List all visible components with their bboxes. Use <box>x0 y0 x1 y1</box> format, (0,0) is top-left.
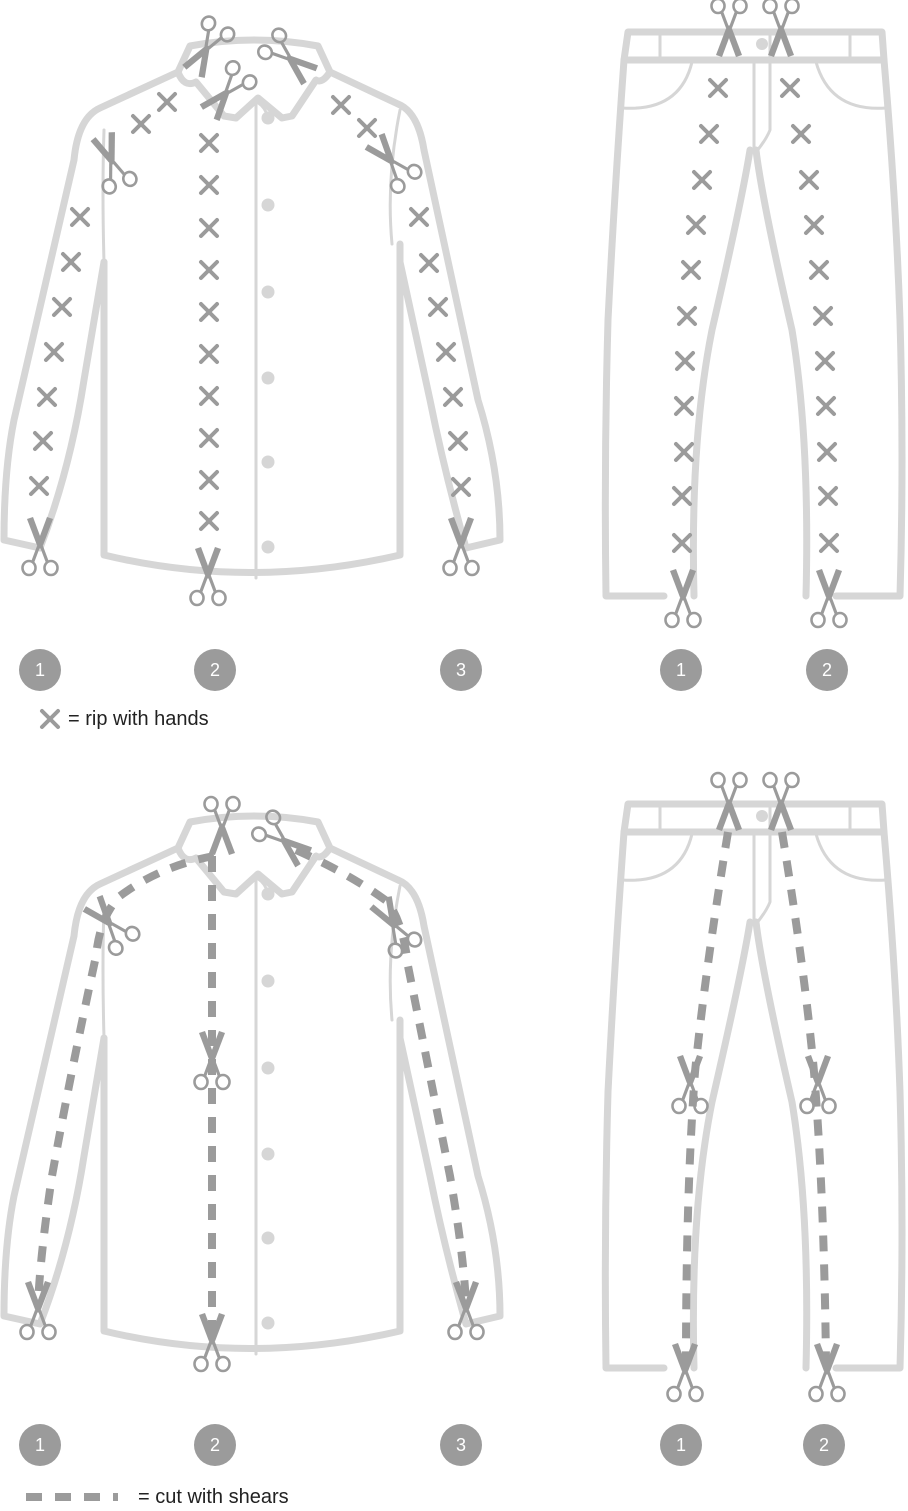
x-mark-icon <box>201 346 217 362</box>
x-mark-icon <box>683 262 699 278</box>
x-mark-icon <box>801 172 817 188</box>
x-mark-icon <box>694 172 710 188</box>
x-mark-icon <box>445 389 461 405</box>
svg-text:1: 1 <box>675 660 687 680</box>
scissors-icon <box>191 547 226 605</box>
scissors-icon <box>86 129 139 195</box>
x-mark-icon <box>35 433 51 449</box>
shirt-cut-panel <box>4 797 500 1466</box>
x-mark-icon <box>676 398 692 414</box>
x-mark-icon <box>819 444 835 460</box>
x-mark-icon <box>815 308 831 324</box>
x-mark-icon <box>793 126 809 142</box>
x-mark-icon <box>677 353 693 369</box>
x-mark-icon <box>438 344 454 360</box>
x-mark-icon <box>674 535 690 551</box>
x-mark-icon <box>159 94 175 110</box>
x-mark-icon <box>821 535 837 551</box>
step-badge <box>440 649 482 691</box>
x-mark-icon <box>72 209 88 225</box>
pants-button <box>756 38 768 50</box>
svg-text:2: 2 <box>209 660 221 680</box>
svg-text:2: 2 <box>821 660 833 680</box>
step-badge <box>806 649 848 691</box>
x-mark-icon <box>63 254 79 270</box>
legend-rip-label: = rip with hands <box>68 708 209 730</box>
svg-text:2: 2 <box>209 1435 221 1455</box>
shirt-outline <box>4 40 500 578</box>
x-mark-icon <box>201 262 217 278</box>
pants-button <box>756 810 768 822</box>
pants-cut-step-badges <box>660 1424 845 1466</box>
x-mark-icon <box>679 308 695 324</box>
shirt-outline <box>4 816 500 1354</box>
scissors-icon <box>360 129 424 196</box>
x-mark-icon <box>201 430 217 446</box>
step-badge <box>19 1424 61 1466</box>
x-mark-icon <box>201 135 217 151</box>
x-mark-icon <box>359 120 375 136</box>
legend-rip <box>42 708 209 730</box>
svg-text:1: 1 <box>34 660 46 680</box>
x-mark-icon <box>31 478 47 494</box>
x-mark-icon <box>450 433 466 449</box>
x-mark-icon <box>42 711 58 727</box>
x-mark-icon <box>39 389 55 405</box>
step-badge <box>440 1424 482 1466</box>
svg-text:1: 1 <box>34 1435 46 1455</box>
x-mark-icon <box>430 299 446 315</box>
pants-outline <box>605 32 902 596</box>
x-mark-icon <box>811 262 827 278</box>
svg-text:1: 1 <box>675 1435 687 1455</box>
x-mark-icon <box>201 388 217 404</box>
shirt-rip-step-badges <box>19 649 482 691</box>
step-badge <box>803 1424 845 1466</box>
x-mark-icon <box>201 472 217 488</box>
pants-outline <box>605 804 902 1368</box>
x-mark-icon <box>201 220 217 236</box>
legend-cut <box>26 1486 289 1508</box>
x-mark-icon <box>676 444 692 460</box>
x-mark-icon <box>133 116 149 132</box>
step-badge <box>660 649 702 691</box>
x-mark-icon <box>453 479 469 495</box>
step-badge <box>194 1424 236 1466</box>
x-mark-icon <box>421 255 437 271</box>
step-badge <box>19 649 61 691</box>
x-mark-icon <box>817 353 833 369</box>
pants-rip-step-badges <box>660 649 848 691</box>
x-mark-icon <box>54 299 70 315</box>
shirt-buttons <box>262 112 275 554</box>
svg-text:3: 3 <box>455 1435 467 1455</box>
x-mark-icon <box>818 398 834 414</box>
pants-rip-panel <box>605 0 902 691</box>
step-badge <box>660 1424 702 1466</box>
x-mark-icon <box>688 217 704 233</box>
legend-cut-label: = cut with shears <box>138 1486 289 1508</box>
scissors-icon <box>205 797 240 855</box>
scissors-icon <box>78 891 142 958</box>
step-badge <box>194 649 236 691</box>
svg-text:3: 3 <box>455 660 467 680</box>
x-mark-icon <box>806 217 822 233</box>
x-mark-icon <box>333 97 349 113</box>
pants-cut-panel <box>605 773 902 1466</box>
x-mark-icon <box>782 80 798 96</box>
x-mark-icon <box>46 344 62 360</box>
x-mark-icon <box>820 488 836 504</box>
shirt-cut-step-badges <box>19 1424 482 1466</box>
x-mark-icon <box>201 304 217 320</box>
shirt-buttons <box>262 888 275 1330</box>
x-mark-icon <box>201 513 217 529</box>
x-mark-icon <box>201 177 217 193</box>
x-mark-icon <box>710 80 726 96</box>
shirt-rip-panel <box>4 14 500 691</box>
x-mark-icon <box>674 488 690 504</box>
x-mark-icon <box>701 126 717 142</box>
x-mark-icon <box>411 209 427 225</box>
svg-text:2: 2 <box>818 1435 830 1455</box>
